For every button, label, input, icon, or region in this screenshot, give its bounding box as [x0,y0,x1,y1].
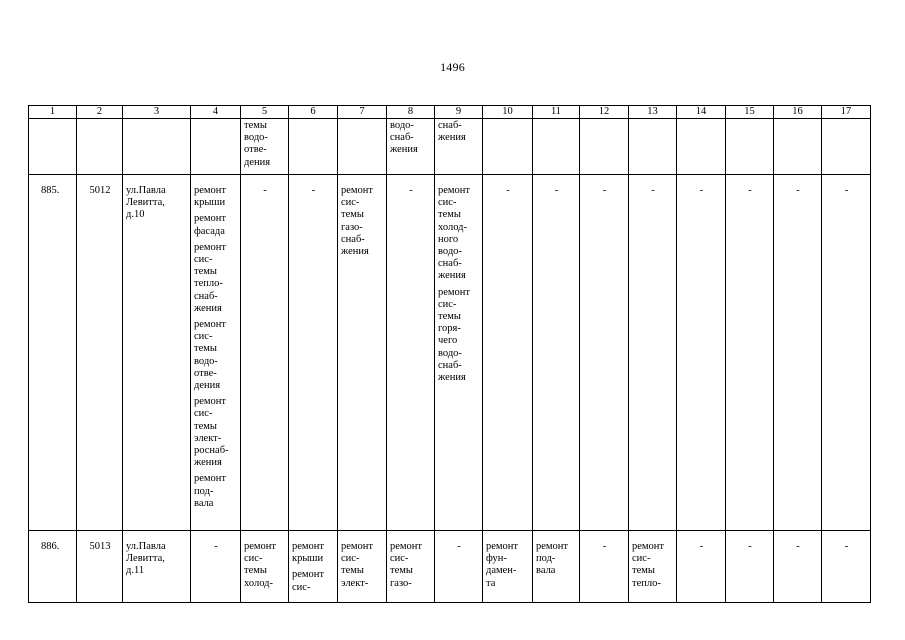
continuation-row [29,119,871,175]
page-number: 1496 [440,60,465,74]
work-item: ремонт сис- темы горя- чего водо- снаб- жения [438,286,471,384]
work-item: ремонт крыши [292,541,325,565]
table-row [29,531,871,603]
address: ул.Павла Левитта, д.10 [123,175,191,531]
table-cell: ремонт сис- темы газо- снаб- жения [338,175,387,531]
table-cell [29,119,77,175]
table-cell: ремонт под- вала [533,531,580,603]
table-cell: - [677,531,726,603]
table-cell: темы водо- отве- дения [241,119,289,175]
column-header: 14 [677,106,726,119]
table-cell: - [387,175,435,531]
table-row [29,175,871,531]
column-header: 2 [77,106,123,119]
table-cell: - [483,175,533,531]
table-cell [289,119,338,175]
table-cell: - [580,531,629,603]
column-header: 8 [387,106,435,119]
table-cell: ремонт сис- темы холод- [241,531,289,603]
table-cell: - [191,531,241,603]
table-cell [533,119,580,175]
table-cell: - [774,175,822,531]
table-cell [191,119,241,175]
table-cell [289,531,338,603]
column-header: 13 [629,106,677,119]
table-cell: ремонт фун- дамен- та [483,531,533,603]
work-item: ремонт сис- темы тепло- снаб- жения [194,241,227,314]
table-cell: - [289,175,338,531]
column-header: 7 [338,106,387,119]
table-cell: - [629,175,677,531]
table-cell: - [241,175,289,531]
work-item: ремонт сис- темы водо- отве- дения [194,319,227,392]
column-header: 12 [580,106,629,119]
table-cell: - [822,175,871,531]
repair-schedule-table [28,105,871,603]
work-item: ремонт фасада [194,213,227,237]
table-cell [435,175,483,531]
table-cell [191,175,241,531]
work-item: ремонт сис- [292,569,325,593]
table-cell [123,119,191,175]
work-item: ремонт сис- темы элект- роснаб- жения [194,396,229,469]
table-cell: снаб- жения [435,119,483,175]
row-number: 886. [29,531,77,603]
column-header: 10 [483,106,533,119]
table-cell: - [726,175,774,531]
table-cell: водо- снаб- жения [387,119,435,175]
table-cell: - [677,175,726,531]
table-cell: - [726,531,774,603]
column-header: 16 [774,106,822,119]
table-cell [629,119,677,175]
work-item: ремонт сис- темы холод- ного водо- снаб- жения [438,185,471,282]
table-cell [822,119,871,175]
table-cell: - [580,175,629,531]
table-cell: - [774,531,822,603]
column-header: 11 [533,106,580,119]
column-header: 4 [191,106,241,119]
table-cell [580,119,629,175]
table-cell: ремонт сис- темы газо- [387,531,435,603]
work-item: ремонт крыши [194,185,227,209]
table-cell [774,119,822,175]
table-cell [677,119,726,175]
table-cell [726,119,774,175]
column-header: 17 [822,106,871,119]
table-cell: - [822,531,871,603]
table-cell: - [533,175,580,531]
row-number: 885. [29,175,77,531]
table-cell: ремонт сис- темы элект- [338,531,387,603]
table-cell: ремонт сис- темы тепло- [629,531,677,603]
column-number-row [29,106,871,119]
column-header: 3 [123,106,191,119]
object-code: 5012 [77,175,123,531]
table-cell [338,119,387,175]
column-header: 15 [726,106,774,119]
address: ул.Павла Левитта, д.11 [123,531,191,603]
table-cell [77,119,123,175]
column-header: 6 [289,106,338,119]
column-header: 5 [241,106,289,119]
work-item: ремонт под- вала [194,473,227,509]
table-cell: - [435,531,483,603]
object-code: 5013 [77,531,123,603]
table-cell [483,119,533,175]
column-header: 9 [435,106,483,119]
column-header: 1 [29,106,77,119]
